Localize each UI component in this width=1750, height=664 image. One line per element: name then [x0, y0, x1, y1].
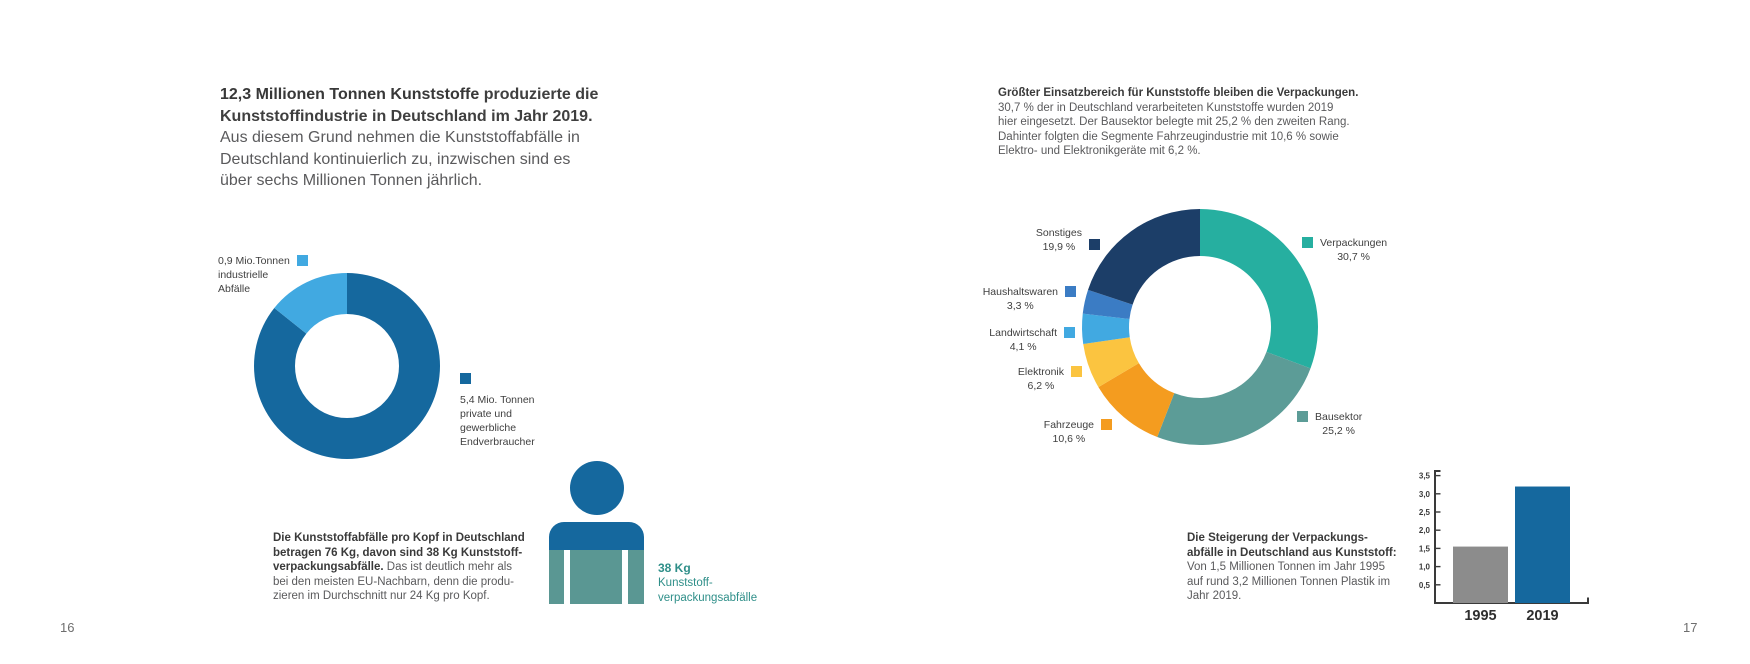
left-headline: [220, 84, 630, 192]
legend-haushaltswaren: [983, 285, 1076, 313]
page-number-left: 16: [60, 620, 75, 635]
per-capita-text: [273, 531, 553, 604]
bar-1995: [1453, 547, 1508, 603]
legend-swatch-verpackungen: [1302, 237, 1313, 248]
legend-industrielle-abfaelle: [218, 254, 308, 296]
legend-label: Bausektor: [1315, 411, 1363, 423]
person-head-icon: [570, 461, 624, 515]
text-line: 30,7 % der in Deutschland verarbeiteten Kunststoffe wurden 2019: [998, 101, 1334, 114]
legend-label: Fahrzeuge: [1043, 419, 1094, 431]
legend-value: 25,2 %: [1322, 425, 1355, 437]
text-line: Deutschland kontinuierlich zu, inzwischen sind es: [220, 150, 571, 168]
person-icon: [549, 461, 644, 604]
legend-value: 19,9 %: [1042, 241, 1076, 253]
legend-swatch-endverbraucher: [460, 373, 471, 384]
text-line: hier eingesetzt. Der Bausektor belegte mit 25,2 % den zweiten Rang.: [998, 116, 1350, 128]
legend-value: 3,3 %: [1006, 300, 1034, 312]
weight-label-line: verpackungsabfälle: [658, 592, 758, 604]
legend-value: 10,6 %: [1052, 433, 1086, 445]
legend-elektronik: [1018, 365, 1082, 393]
packaging-growth-bar-chart: [1412, 462, 1597, 634]
weight-value: 38 Kg: [658, 561, 691, 575]
person-shoulders-icon: [549, 522, 644, 550]
legend-label: Endverbraucher: [460, 436, 535, 448]
legend-label: Landwirtschaft: [989, 327, 1057, 339]
text-line: bei den meisten EU-Nachbarn, denn die produ-: [273, 575, 515, 588]
legend-endverbraucher: [460, 372, 535, 449]
x-axis-category-label: 1995: [1464, 608, 1497, 624]
text-line: Dahinter folgten die Segmente Fahrzeugindustrie mit 10,6 % sowie: [998, 130, 1339, 143]
legend-swatch-landwirtschaft: [1064, 327, 1075, 338]
y-axis-tick-label: 3,5: [1418, 471, 1430, 481]
person-arm-gap: [564, 550, 570, 604]
text-line: Von 1,5 Millionen Tonnen im Jahr 1995: [1187, 561, 1385, 573]
text-line: auf rund 3,2 Millionen Tonnen Plastik im: [1187, 575, 1391, 588]
legend-landwirtschaft: [989, 326, 1075, 354]
donut-slice-verpackungen: [1200, 209, 1318, 368]
legend-value: 30,7 %: [1337, 251, 1370, 263]
legend-label: Haushaltswaren: [982, 286, 1058, 298]
right-headline: [998, 86, 1398, 159]
legend-swatch-sonstiges: [1089, 239, 1100, 250]
legend-swatch-haushaltswaren: [1065, 286, 1076, 297]
text-line: Kunststoffindustrie in Deutschland im Jahr 2019.: [220, 107, 593, 125]
y-axis-tick-label: 0,5: [1418, 580, 1430, 590]
legend-bausektor: [1297, 410, 1362, 438]
legend-fahrzeuge: [1044, 418, 1112, 446]
legend-swatch-fahrzeuge: [1101, 419, 1112, 430]
legend-value: 6,2 %: [1027, 380, 1055, 392]
legend-swatch-industrielle: [297, 255, 308, 266]
text-line: Die Steigerung der Verpackungs-: [1187, 532, 1368, 544]
y-axis-tick-label: 1,0: [1418, 562, 1430, 572]
person-body-icon: [549, 550, 644, 604]
text-line: Jahr 2019.: [1187, 590, 1242, 602]
text-line: 12,3 Millionen Tonnen Kunststoffe produzierte die: [220, 86, 599, 103]
text-line: Größter Einsatzbereich für Kunststoffe bleiben die Verpackungen.: [998, 87, 1359, 99]
weight-label-line: Kunststoff-: [658, 577, 713, 589]
text-line: über sechs Millionen Tonnen jährlich.: [220, 172, 483, 189]
legend-verpackungen: [1302, 236, 1387, 264]
person-arm-gap: [622, 550, 628, 604]
y-axis-tick-label: 2,5: [1418, 508, 1430, 517]
increase-text: [1187, 531, 1417, 604]
y-axis-tick-label: 3,0: [1418, 489, 1430, 499]
usage-share-donut: [1078, 205, 1322, 449]
donut-slice-sonstiges: [1088, 209, 1200, 305]
y-axis-tick-label: 1,5: [1418, 544, 1430, 554]
legend-label: Verpackungen: [1320, 237, 1388, 249]
text-line: Die Kunststoffabfälle pro Kopf in Deutschland: [273, 532, 525, 544]
text-line: abfälle in Deutschland aus Kunststoff:: [1187, 546, 1397, 559]
x-axis-category-label: 2019: [1526, 608, 1559, 624]
bar-2019: [1515, 487, 1570, 603]
text-line: Elektro- und Elektronikgeräte mit 6,2 %.: [998, 145, 1201, 157]
legend-label: industrielle: [218, 269, 269, 281]
text-line: betragen 76 Kg, davon sind 38 Kg Kunststoff-: [273, 546, 523, 559]
legend-value: 4,1 %: [1009, 341, 1037, 353]
person-weight-label: [658, 561, 757, 606]
y-axis-tick-label: 2,0: [1418, 526, 1430, 536]
legend-label: Elektronik: [1017, 366, 1064, 378]
text-line: Aus diesem Grund nehmen die Kunststoffabfälle in: [220, 129, 580, 146]
waste-split-donut: [247, 266, 447, 466]
legend-sonstiges: [1036, 226, 1100, 254]
text-line: verpackungsabfälle. Das ist deutlich mehr als: [273, 561, 513, 573]
legend-label: Abfälle: [218, 283, 251, 295]
legend-label: 5,4 Mio. Tonnen: [460, 394, 535, 406]
legend-label: gewerbliche: [460, 422, 517, 434]
legend-label: 0,9 Mio.Tonnen: [218, 255, 290, 267]
legend-label: private und: [460, 408, 512, 420]
legend-swatch-elektronik: [1071, 366, 1082, 377]
legend-label: Sonstiges: [1035, 227, 1082, 239]
legend-swatch-bausektor: [1297, 411, 1308, 422]
donut-slice-bausektor: [1157, 352, 1310, 445]
page-number-right: 17: [1683, 620, 1698, 635]
text-line: zieren im Durchschnitt nur 24 Kg pro Kopf.: [273, 590, 490, 602]
